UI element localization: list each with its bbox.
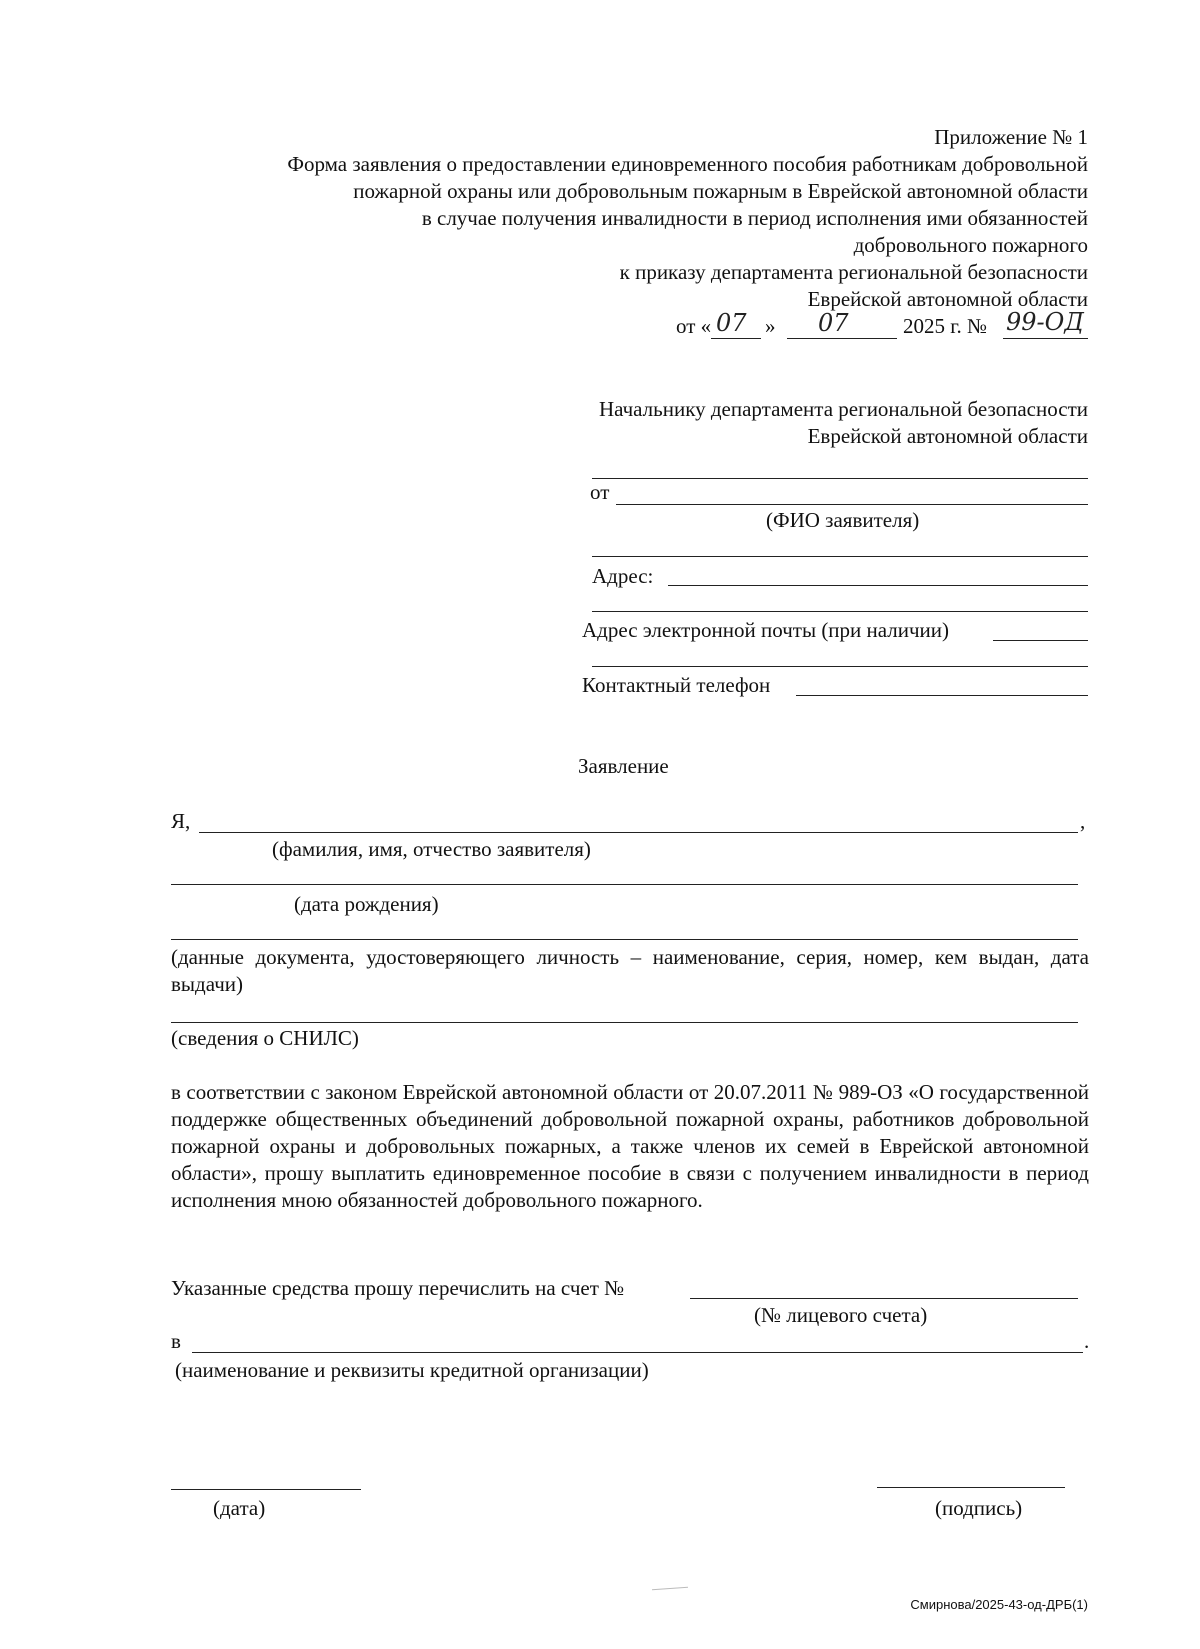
comma: , (1080, 809, 1086, 833)
in-label: в (171, 1329, 181, 1353)
address-field[interactable] (668, 585, 1088, 586)
phone-blank-line[interactable] (592, 666, 1088, 667)
applicant-fio-field[interactable] (616, 504, 1088, 505)
appendix-form-line-2: пожарной охраны или добровольным пожарным в Еврейской автономной области (353, 179, 1088, 203)
addressee-line-1: Начальнику департамента региональной безопасности (598, 397, 1088, 421)
birth-date-caption: (дата рождения) (294, 892, 439, 916)
date-caption: (дата) (213, 1496, 266, 1520)
order-month-handwritten: 07 (818, 309, 849, 337)
phone-field[interactable] (796, 695, 1088, 696)
order-date-prefix: от « (676, 314, 712, 338)
bank-details-field[interactable] (192, 1352, 1083, 1353)
order-month-line (787, 338, 897, 339)
from-label: от (590, 480, 610, 504)
order-number-handwritten: 99-ОД (1006, 308, 1084, 336)
date-signature-field[interactable] (171, 1489, 361, 1490)
appendix-form-line-1: Форма заявления о предоставлении единовременного пособия работникам добровольной (287, 152, 1088, 176)
addressee-blank-line-1[interactable] (592, 478, 1088, 479)
appendix-order-line-2: Еврейской автономной области (807, 287, 1088, 311)
birth-date-field[interactable] (171, 884, 1078, 885)
address-label: Адрес: (592, 564, 654, 588)
fio-caption: (ФИО заявителя) (766, 508, 920, 532)
account-number-field[interactable] (690, 1298, 1078, 1299)
phone-label: Контактный телефон (582, 673, 771, 697)
bank-caption: (наименование и реквизиты кредитной организации) (175, 1358, 649, 1382)
order-day-line (711, 338, 761, 339)
statement-title: Заявление (578, 754, 669, 778)
email-label: Адрес электронной почты (при наличии) (582, 618, 950, 642)
order-number-line (1003, 338, 1088, 339)
email-field[interactable] (993, 640, 1088, 641)
applicant-full-name-field[interactable] (199, 832, 1078, 833)
footer-reference: Смирнова/2025-43-од-ДРБ(1) (910, 1597, 1088, 1612)
account-label: Указанные средства прошу перечислить на счет № (171, 1276, 625, 1300)
scan-mark (652, 1587, 688, 1591)
addressee-line-2: Еврейской автономной области (807, 424, 1088, 448)
full-name-caption: (фамилия, имя, отчество заявителя) (272, 837, 591, 861)
signature-caption: (подпись) (935, 1496, 1023, 1520)
identity-document-caption: (данные документа, удостоверяющего личность – наименование, серия, номер, кем выдан, дата выдачи) (171, 945, 1089, 996)
address-blank-line[interactable] (592, 556, 1088, 557)
email-blank-line[interactable] (592, 611, 1088, 612)
statement-body: в соответствии с законом Еврейской автономной области от 20.07.2011 № 989-ОЗ «О государственной поддержке общественных объединений добровольной пожарной охраны, работников добровольной пожарной охраны и добровольных пожарных, а также членов их семей в Еврейской автономной области», прошу выплатить единовременное пособие в связи с получением инвалидности в период исполнения мною обязанностей добровольного пожарного. (171, 1080, 1089, 1212)
appendix-form-line-4: добровольного пожарного (853, 233, 1088, 257)
order-year-label: 2025 г. № (903, 314, 988, 338)
i-label: Я, (171, 809, 191, 833)
appendix-order-line-1: к приказу департамента региональной безопасности (619, 260, 1088, 284)
account-caption: (№ лицевого счета) (754, 1303, 928, 1327)
signature-field[interactable] (877, 1487, 1065, 1488)
period: . (1084, 1329, 1090, 1353)
appendix-form-line-3: в случае получения инвалидности в период исполнения ими обязанностей (421, 206, 1088, 230)
identity-document-field[interactable] (171, 939, 1078, 940)
order-date-mid: » (765, 314, 776, 338)
snils-caption: (сведения о СНИЛС) (171, 1026, 359, 1050)
appendix-title: Приложение № 1 (934, 125, 1088, 149)
order-day-handwritten: 07 (716, 309, 747, 337)
snils-field[interactable] (171, 1022, 1078, 1023)
